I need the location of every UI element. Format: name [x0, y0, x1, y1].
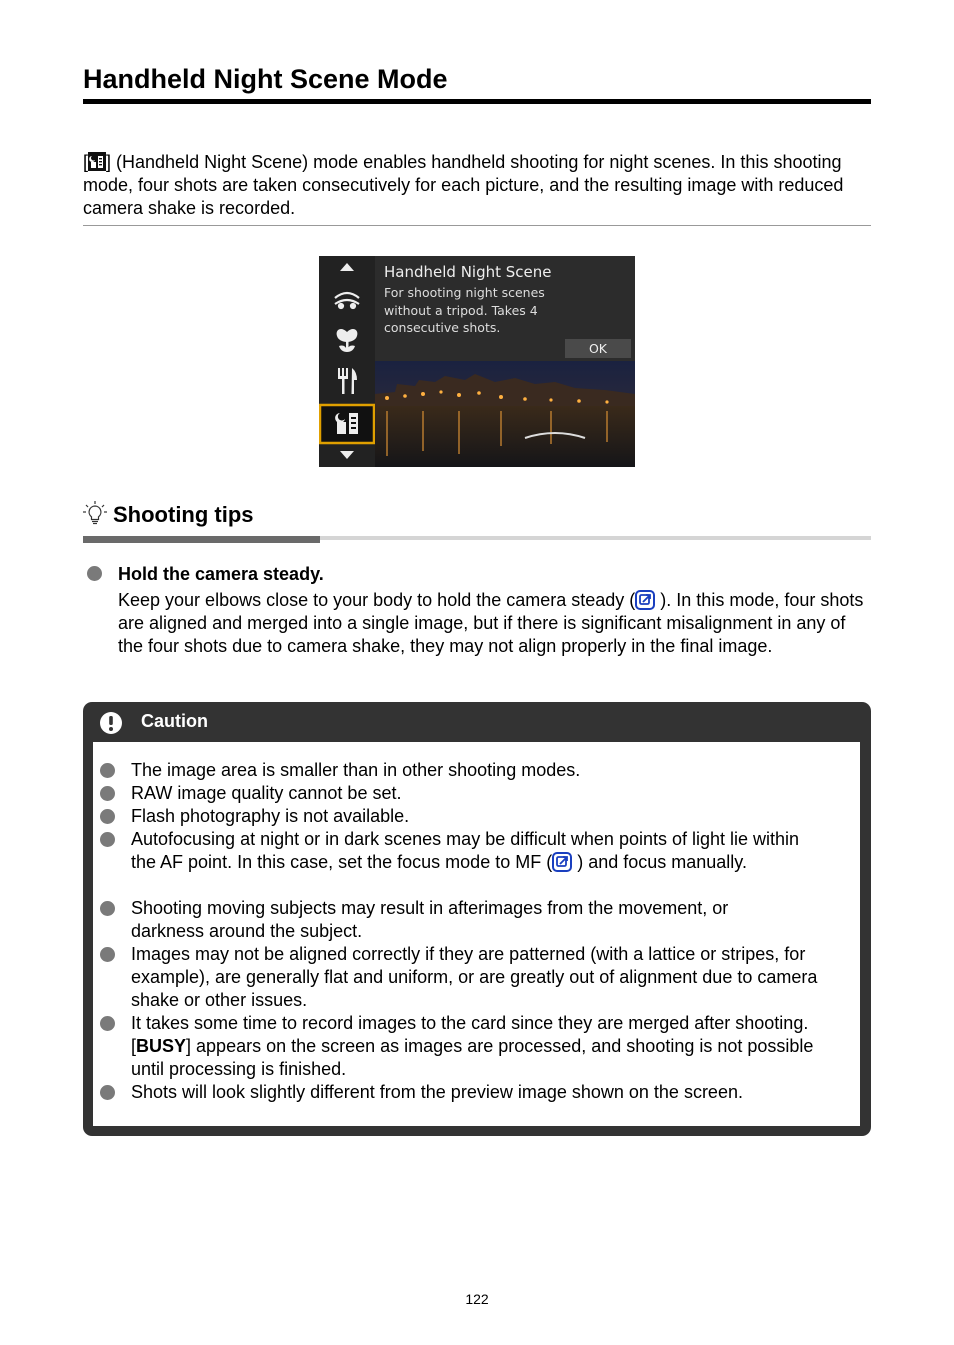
caution-bullet [100, 901, 115, 916]
intro-paragraph [83, 151, 873, 220]
tip-body [118, 589, 873, 658]
camera-screen [319, 256, 635, 467]
screen-ok-button: OK [565, 339, 631, 358]
tip-body-text: Keep your elbows close to your body to hold the camera steady ( [118, 590, 636, 610]
close-up-icon [337, 329, 358, 352]
caution-item: RAW image quality cannot be set. [131, 783, 402, 803]
tip-body-text: ). In this mode, four shots are aligned and merged into a single image, but if there is significant misalignment in any of the four shots due to camera shake, they may not align properly in the final image. [118, 590, 864, 656]
link-icon[interactable] [552, 852, 572, 872]
caution-item-text: Autofocusing at night or in dark scenes may be difficult when points of light lie within the AF point. In this case, set the focus mode to MF ( [131, 829, 800, 872]
caution-bullet [100, 832, 115, 847]
tip-bullet [87, 566, 102, 581]
down-arrow-icon [340, 451, 354, 459]
screen-mode-description: For shooting night scenes without a tripod. Takes 4 consecutive shots. [384, 285, 545, 335]
caution-item: Flash photography is not available. [131, 806, 410, 826]
page-title: Handheld Night Scene Mode [83, 64, 448, 94]
mode-side-bar [319, 256, 375, 467]
lightbulb-icon [83, 500, 107, 526]
caution-bullet [100, 763, 115, 778]
tips-divider-dark [83, 536, 320, 543]
night-portrait-icon [335, 293, 359, 308]
caution-bullet [100, 809, 115, 824]
caution-item [131, 1012, 841, 1081]
mode-info-panel [375, 256, 635, 361]
link-icon[interactable] [635, 590, 655, 610]
intro-divider [83, 225, 871, 226]
page-number: 122 [465, 1291, 489, 1307]
caution-bullet [100, 786, 115, 801]
tip-heading: Hold the camera steady. [118, 564, 324, 584]
up-arrow-icon [340, 263, 354, 271]
caution-item: The image area is smaller than in other shooting modes. [131, 760, 581, 780]
title-divider [83, 99, 871, 104]
caution-title: Caution [141, 711, 208, 731]
caution-item-text: ) and focus manually. [572, 852, 747, 872]
caution-bullet [100, 1085, 115, 1100]
shooting-tips-heading: Shooting tips [113, 502, 254, 527]
food-icon [338, 368, 357, 394]
intro-text: ] (Handheld Night Scene) mode enables handheld shooting for night scenes. In this shooting mode, four shots are taken consecutively for each picture, and the resulting image with reduced camera shake is recorded. [83, 152, 844, 218]
screen-mode-title: Handheld Night Scene [384, 263, 552, 281]
caution-item: Images may not be aligned correctly if they are patterned (with a lattice or stripes, for example), are generally flat and uniform, or are greatly out of alignment due to camera shake or other issues. [131, 944, 818, 1010]
busy-label: BUSY [136, 1036, 187, 1056]
tips-divider-light [320, 536, 871, 540]
mode-icons-column [319, 256, 375, 467]
caution-item: Shooting moving subjects may result in afterimages from the movement, or darkness around the subject. [131, 898, 729, 941]
caution-item-text: ] appears on the screen as images are processed, and shooting is not possible until processing is finished. [131, 1036, 814, 1079]
caution-item-text: It takes some time to record images to the card since they are merged after shooting. [ [131, 1013, 809, 1056]
caution-bullet [100, 947, 115, 962]
handheld-night-scene-icon [88, 152, 106, 171]
caution-icon [99, 711, 123, 735]
caution-bullet [100, 1016, 115, 1031]
caution-item: Shots will look slightly different from the preview image shown on the screen. [131, 1082, 743, 1102]
caution-item [131, 828, 801, 874]
intro-bracket-open: [ [83, 152, 89, 172]
